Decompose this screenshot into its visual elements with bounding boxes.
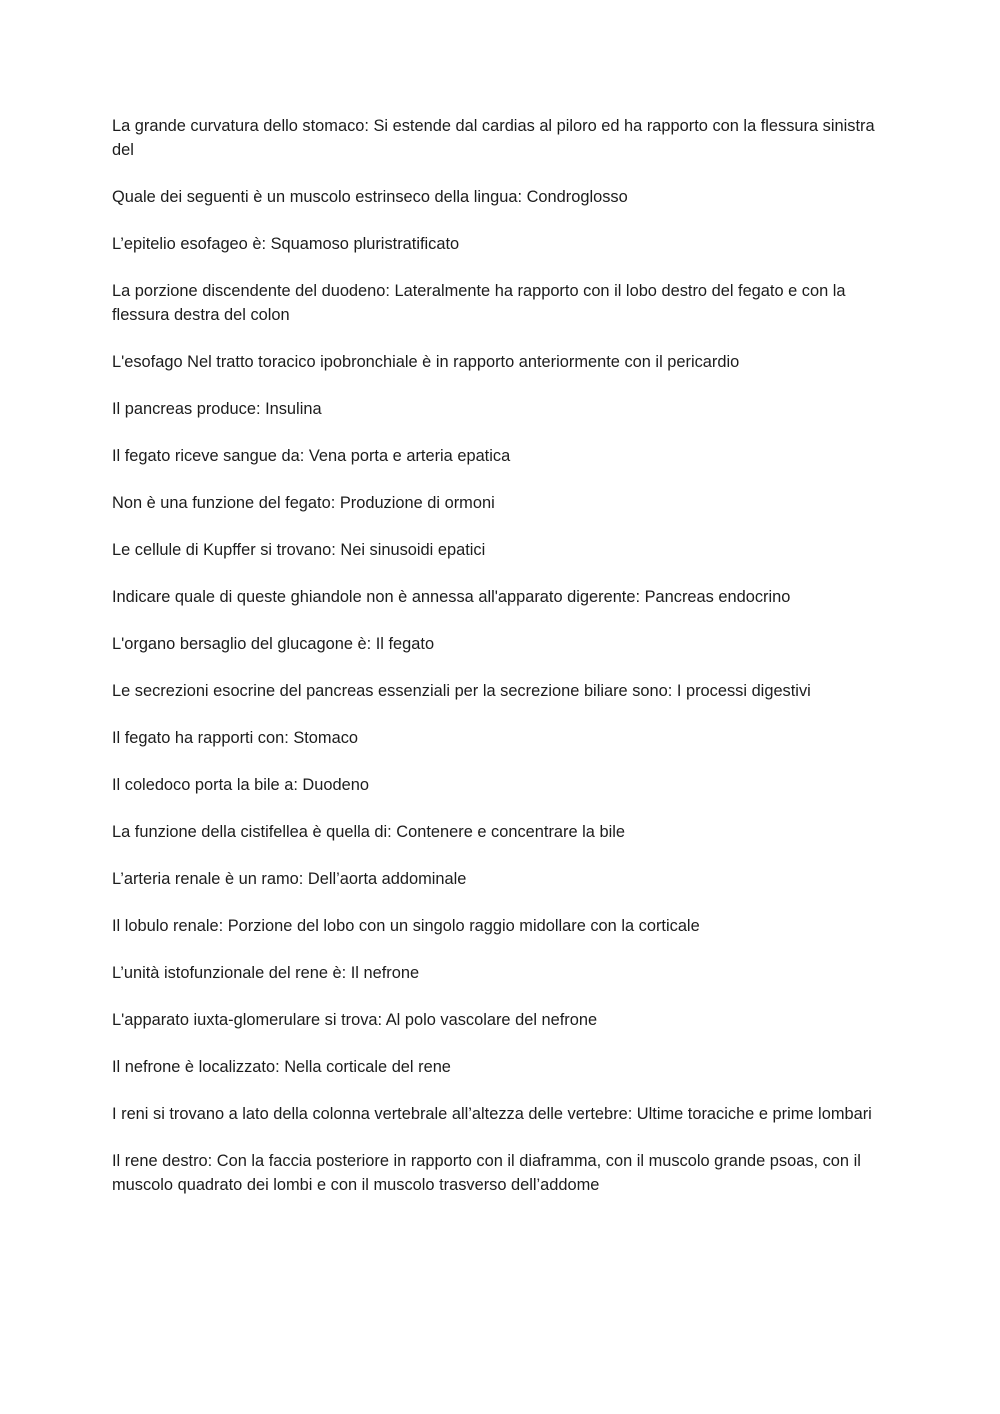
qa-item: La grande curvatura dello stomaco: Si estende dal cardias al piloro ed ha rapporto con la flessura sinistra del bbox=[112, 117, 875, 159]
qa-item: Il fegato ha rapporti con: Stomaco bbox=[112, 729, 359, 747]
qa-item: L'apparato iuxta-glomerulare si trova: Al polo vascolare del nefrone bbox=[112, 1011, 598, 1029]
qa-item: Non è una funzione del fegato: Produzione di ormoni bbox=[112, 494, 495, 512]
qa-item: Il coledoco porta la bile a: Duodeno bbox=[112, 776, 369, 794]
qa-item: L'esofago Nel tratto toracico ipobronchiale è in rapporto anteriormente con il pericardio bbox=[112, 353, 740, 371]
qa-item: La porzione discendente del duodeno: Lateralmente ha rapporto con il lobo destro del fegato e con la flessura destra del colon bbox=[112, 282, 846, 324]
qa-item: Il fegato riceve sangue da: Vena porta e arteria epatica bbox=[112, 447, 511, 465]
qa-item: La funzione della cistifellea è quella di: Contenere e concentrare la bile bbox=[112, 823, 625, 841]
qa-item: L’epitelio esofageo è: Squamoso pluristratificato bbox=[112, 235, 460, 253]
question-answer-list bbox=[112, 114, 882, 1220]
qa-item: L’arteria renale è un ramo: Dell’aorta addominale bbox=[112, 870, 467, 888]
qa-item: Il lobulo renale: Porzione del lobo con un singolo raggio midollare con la corticale bbox=[112, 917, 700, 935]
qa-item: Quale dei seguenti è un muscolo estrinseco della lingua: Condroglosso bbox=[112, 188, 628, 206]
qa-item: Il pancreas produce: Insulina bbox=[112, 400, 322, 418]
qa-item: Le cellule di Kupffer si trovano: Nei sinusoidi epatici bbox=[112, 541, 486, 559]
qa-item: Indicare quale di queste ghiandole non è annessa all'apparato digerente: Pancreas endocrino bbox=[112, 588, 791, 606]
qa-item: I reni si trovano a lato della colonna vertebrale all’altezza delle vertebre: Ultime toraciche e prime lombari bbox=[112, 1105, 872, 1123]
qa-item: Il rene destro: Con la faccia posteriore in rapporto con il diaframma, con il muscolo grande psoas, con il muscolo quadrato dei lombi e con il muscolo trasverso dell’addome bbox=[112, 1152, 861, 1194]
qa-item: Le secrezioni esocrine del pancreas essenziali per la secrezione biliare sono: I processi digestivi bbox=[112, 682, 811, 700]
qa-item: L'organo bersaglio del glucagone è: Il fegato bbox=[112, 635, 435, 653]
qa-item: L’unità istofunzionale del rene è: Il nefrone bbox=[112, 964, 420, 982]
qa-item: Il nefrone è localizzato: Nella corticale del rene bbox=[112, 1058, 451, 1076]
